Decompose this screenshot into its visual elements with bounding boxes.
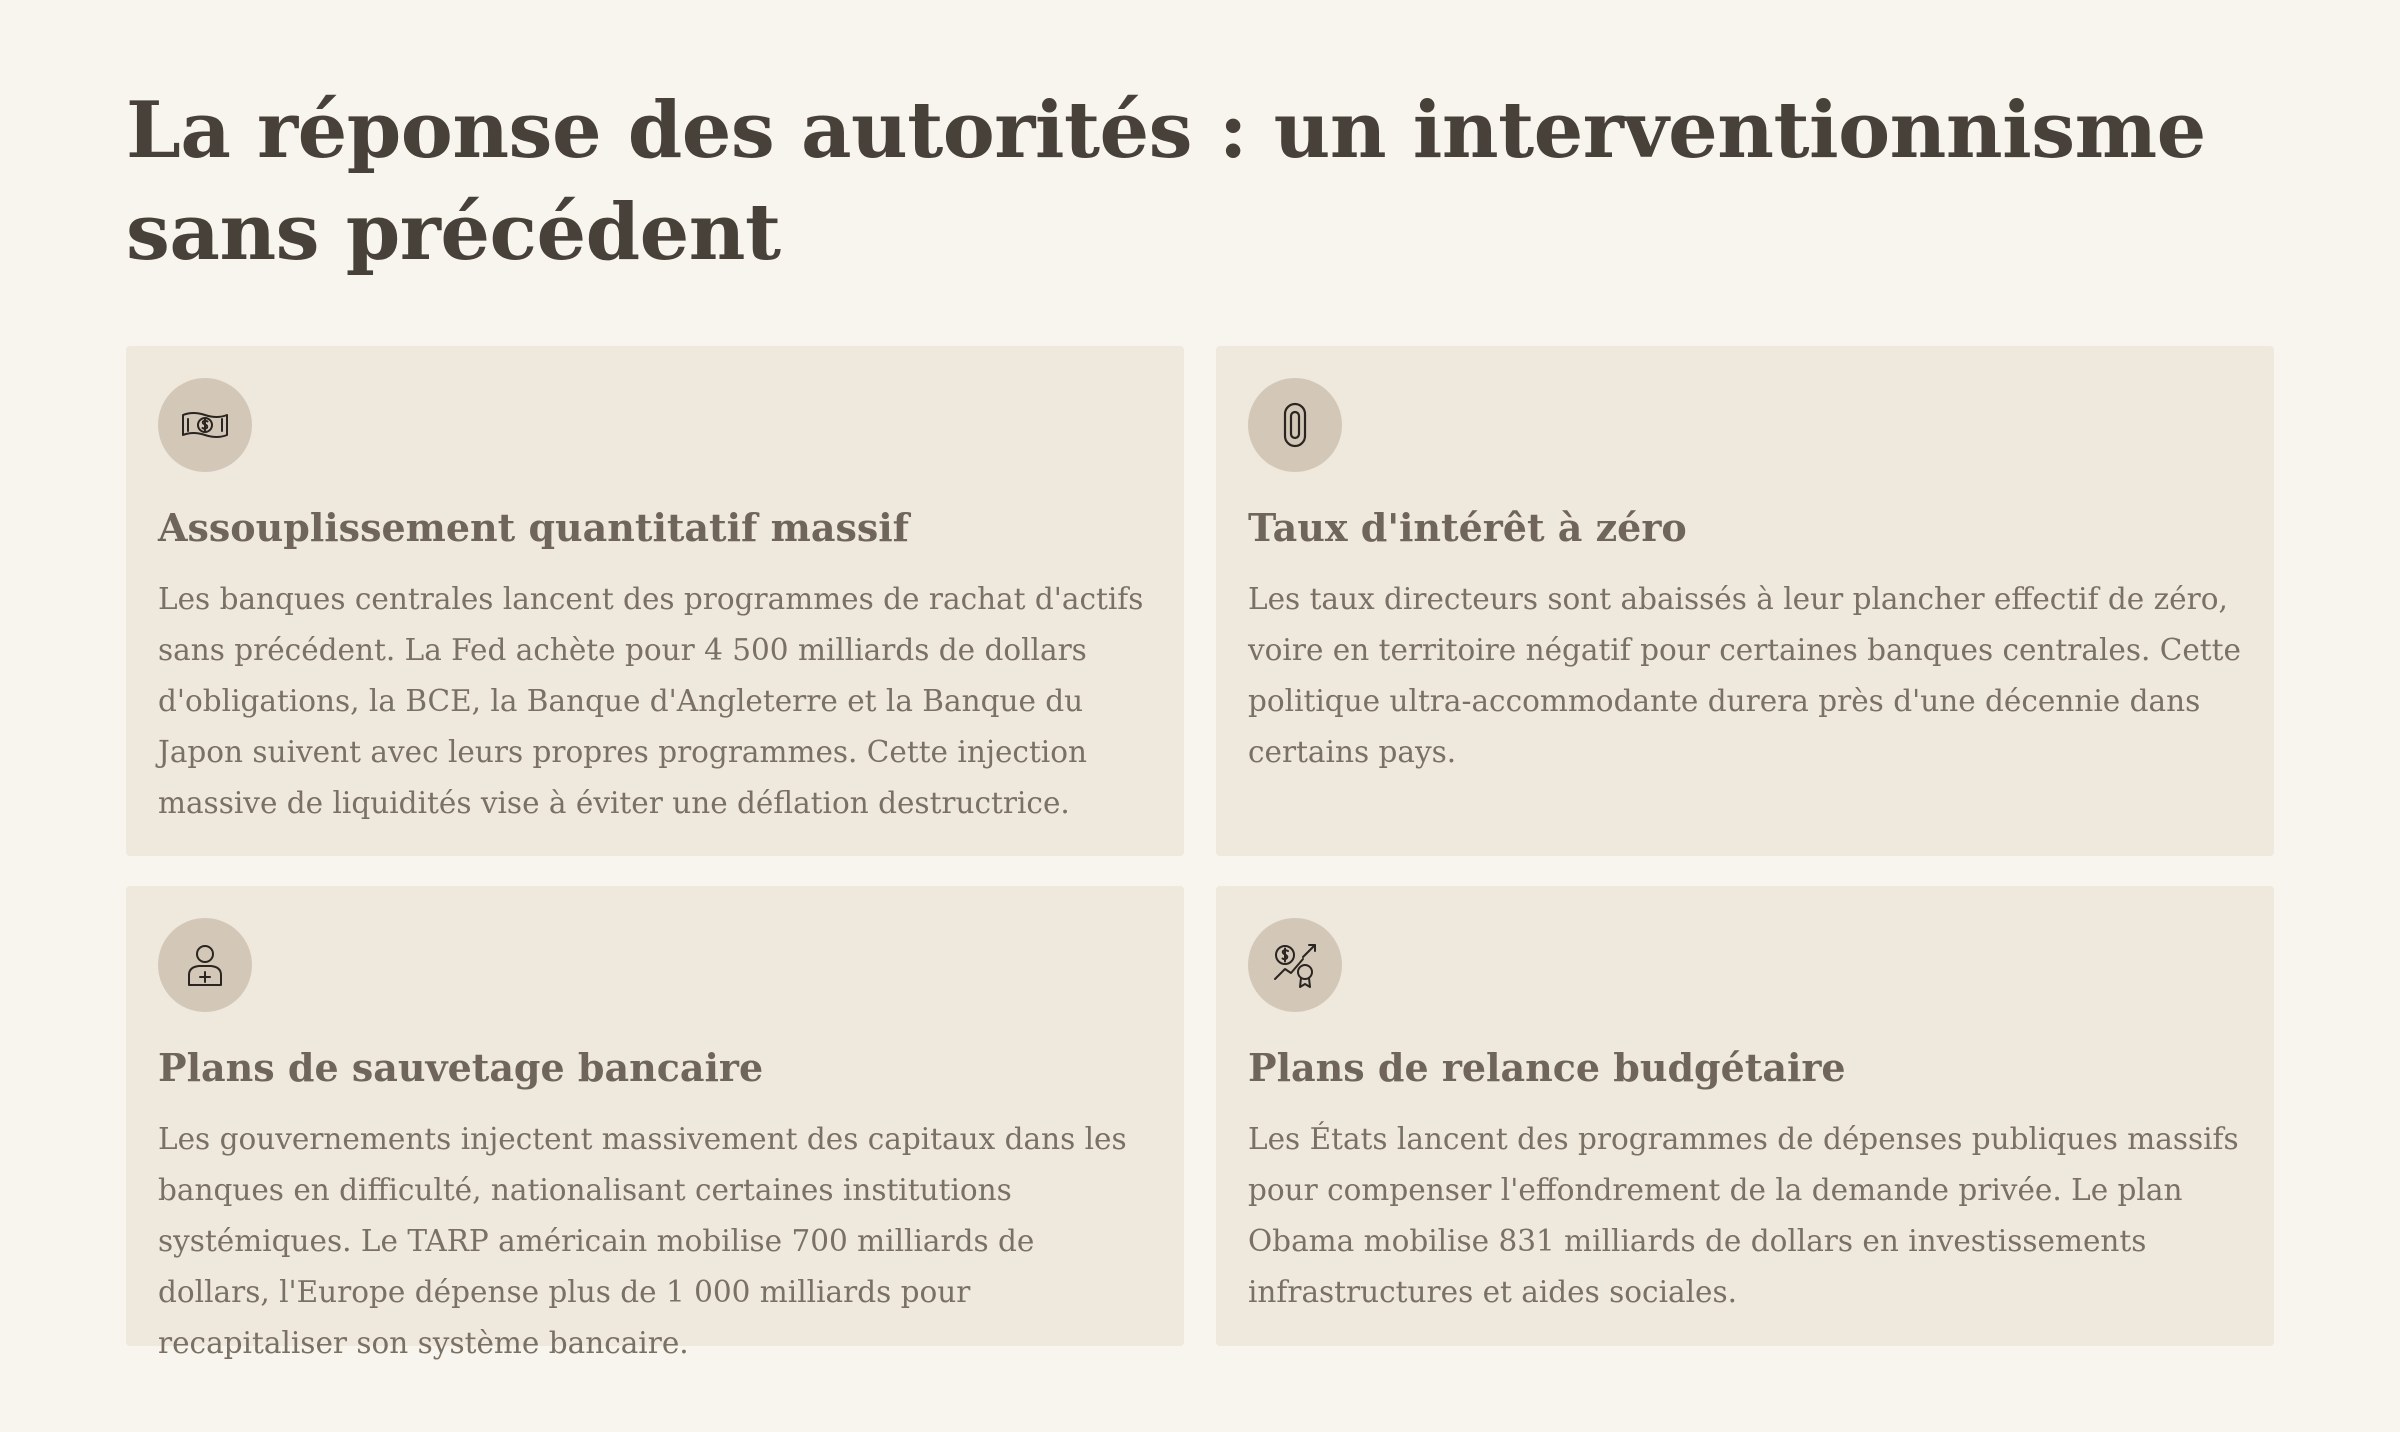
card-title: Plans de relance budgétaire (1248, 1045, 1846, 1090)
card-text: Les gouvernements injectent massivement des capitaux dans les banques en difficulté, nationalisant certaines institutions systémiques. Le TARP américain mobilise 700 milliards de dollars, l'Europe dépense plus de 1 000 milliards pour recapitaliser son système bancaire. (158, 1122, 1127, 1360)
card-text: Les banques centrales lancent des programmes de rachat d'actifs sans précédent. La Fed achète pour 4 500 milliards de dollars d'obligations, la BCE, la Banque d'Angleterre et la Banque du Japon suivent avec leurs propres programmes. Cette injection massive de liquidités vise à éviter une déflation destructrice. (158, 582, 1144, 820)
card-title: Assouplissement quantitatif massif (158, 505, 910, 550)
card-text: Les États lancent des programmes de dépenses publiques massifs pour compenser l'effondrement de la demande privée. Le plan Obama mobilise 831 milliards de dollars en investissements infrastructures et aides sociales. (1248, 1122, 2239, 1309)
card-zero-rates (1216, 346, 2274, 856)
card-quantitative-easing (126, 346, 1184, 856)
card-text: Les taux directeurs sont abaissés à leur plancher effectif de zéro, voire en territoire négatif pour certaines banques centrales. Cette politique ultra-accommodante durera près d'une décennie dans certains pays. (1248, 582, 2241, 769)
banknote-icon (158, 378, 252, 472)
zero-icon (1248, 378, 1342, 472)
card-fiscal-stimulus (1216, 886, 2274, 1346)
stimulus-growth-icon (1248, 918, 1342, 1012)
card-title: Taux d'intérêt à zéro (1248, 505, 1687, 550)
page-title: La réponse des autorités : un interventionnisme sans précédent (126, 85, 2206, 278)
card-bank-bailouts (126, 886, 1184, 1360)
measures-grid (126, 346, 2274, 1360)
card-title: Plans de sauvetage bancaire (158, 1045, 764, 1090)
banker-rescue-icon (158, 918, 252, 1012)
